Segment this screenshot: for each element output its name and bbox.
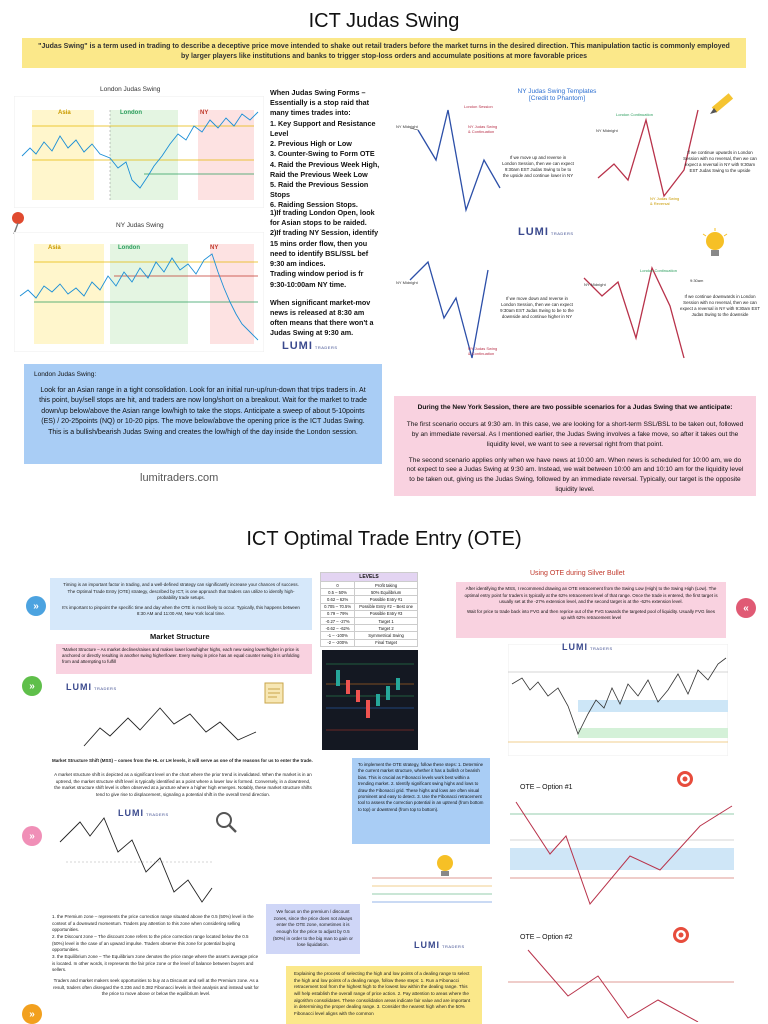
tip-item: 1)If trading London Open, look for Asian stops to be raided. xyxy=(270,208,375,228)
forms-item: 6. Raiding Session Stops. xyxy=(270,200,358,210)
templates-title: NY Judas Swing Templates [Credit to Phantom] xyxy=(517,88,597,102)
lumi-logo: LUMI TRADERS xyxy=(282,340,338,352)
chevron-left-icon: « xyxy=(736,598,756,618)
forms-item: 1. Key Support and Resistance Level xyxy=(270,118,376,138)
ote-intro-1: Timing is an important factor in trading, and a well-defined strategy can significantly increase your chances of success. xyxy=(63,582,299,587)
website-link[interactable]: lumitraders.com xyxy=(140,472,219,484)
london-box-title: London Judas Swing: xyxy=(34,371,97,378)
forms-item: 2. Previous High or Low xyxy=(270,139,352,149)
ote-intro-2: The Optimal Trade Entry (OTE) strategy, described by ICT, is one approach that traders can utilize to identify high-probability trade setups. xyxy=(67,588,295,601)
tip-item: 2)If trading NY Session, identify 15 mins order flow, then you need to identify BSL/SSL bef 9:30 am indices. xyxy=(270,228,379,269)
ote-option-2-title: OTE – Option #2 xyxy=(520,934,573,941)
tpl-midnight-4: NY Midnight xyxy=(584,282,606,287)
ny-box-p1: The first scenario occurs at 9:30 am. In this case, we are looking for a short-term SSL/BSL to be taken out, followed by an immediate reversal. As I mentioned earlier, the Judas Swing involves a fake move, so after it takes out the liquidity level, we want to see a reversal right from that point. xyxy=(406,420,744,448)
market-structure-title: Market Structure xyxy=(150,632,210,641)
tpl-midnight-2: NY Midnight xyxy=(596,128,618,133)
lumi-logo: LUMI TRADERS xyxy=(414,940,465,950)
tpl-desc-4: If we continue downwards in London Session with no reversal, then we can expect a reversal in NY with 9:30am EST Judas Swing to the downside xyxy=(680,294,760,317)
zones-text-1: 1. the Premium zone – represents the price correction range situated above the 0.5 (50%) level in the context of a downward momentum. Traders pay attention to this zone when considering selling opportunities. xyxy=(52,914,254,933)
chevron-right-icon: » xyxy=(26,596,46,616)
ote-title: ICT Optimal Trade Entry (OTE) xyxy=(246,528,522,550)
ny-chart-asia-label: Asia xyxy=(48,245,61,251)
judas-tips xyxy=(270,208,382,339)
ny-box-p2: The second scenario applies only when we have news at 10:00 am. When news is scheduled for 10:00 am, we do not expect to see a Judas Swing at 9:30 am. Instead, we wait between 10:00 am and 10:10 am for the liquidity level to be taken out, giving us the Judas Swing, followed by an immediate reversal. Typically, our target is the opposite liquidity level. xyxy=(406,456,744,494)
ote-steps-box: To implement the OTE strategy, follow these steps: 1. Determine the current market structure, whether it has a bullish or bearish bias. This is crucial as Fibonacci levels work best within a trending market. 2. Identify significant swing highs and lows to draw the Fibonacci grid. These highs and lows are often visual prominent and easy to detect. 3. Use the Fibonacci retracement tool to assess the correction potential in an uptrend (from bottom to top) or downtrend (from top to bottom). xyxy=(352,758,490,844)
judas-forms-list xyxy=(270,88,382,211)
lightbulb-icon xyxy=(432,852,458,880)
lumi-logo: LUMI TRADERS xyxy=(66,682,117,692)
dealing-range-box: Explaining the process of selecting the high and low points of a dealing range to select the high and low points of a dealing range, follow these steps: 1. Run a Fibonacci retracement tool from the highest high to the lowest low within the dealing range. This will help establish the overall range of price action. 2. Pay attention to areas where the algorithm consolidates. These consolidation areas indicate fair value and are important in determining the proper dealing range. 3. Consider the nearest high when the 50% Fibonacci level aligns with the common xyxy=(286,966,482,1024)
lumi-logo: LUMI TRADERS xyxy=(518,226,574,238)
silver-bullet-chart xyxy=(508,644,728,756)
fib-levels-chart xyxy=(372,872,572,908)
levels-table: LEVELS 0 Profit taking 0.5 – 50% 50% Equilibrium 0.62 – 62% Possible Entry #1 0.705 – 70.5% Possible Entry #2 – Best one 0.79 – 79% Possible Entry #3 -0.27 – -27% Target 1 -0.62 – -62% Target 2 -1 – -100% Symmetrical Swing -2 – -200% Final Target xyxy=(320,572,418,647)
fib-dark-chart xyxy=(322,650,418,750)
chevron-right-icon: » xyxy=(22,676,42,696)
focus-box: We focus on the premium / discount zones, since the price does not always enter the OTE zone, sometimes it is enough for the price to adjust by 0.5 (50%) in order to the big man to gain or lose liquidation. xyxy=(266,904,360,954)
tpl-midnight-3: NY Midnight xyxy=(396,280,418,285)
forms-heading: When Judas Swing Forms – Essentially is a stop raid that many times trades into: xyxy=(270,88,370,118)
lumi-logo: LUMI TRADERS xyxy=(118,808,169,818)
tpl-london-1: London Session xyxy=(464,104,493,109)
tpl-london-cont-2: London Continuation xyxy=(616,112,653,117)
market-structure-note: "Market Structure – As market declines/raises and makes lower lows/higher highs, each new swing lower/higher in price is anchored or directly resulting in another swing higher/lower. Every swing in price has an equal counter swing it is unfolding from and attempting to fulfill xyxy=(56,644,312,674)
tpl-ny-judas-1: NY Judas Swing & Continuation xyxy=(468,124,498,134)
tpl-london-cont-4: London Continuation xyxy=(640,268,677,273)
zones-text-2: 2. the Discount zone – The discount zone refers to the price correction range located below the 0.5 (50%) level in the case of an upward impulse. Traders observe this zone for potential buying opportunities. xyxy=(52,934,249,953)
levels-title: LEVELS xyxy=(321,573,418,582)
ny-chart-london-label: London xyxy=(118,245,140,251)
mss-text-2: A market structure shift is depicted as a significant level on the chart where the prior trend is invalidated. When the market is in an uptrend, the market structure shift level is typically identified as a point where a lower low is formed. Conversely, in a downtrend, the market structure shift level is often observed at a juncture where a higher high emerges. Notably, these market structure shifts tend to give rise to displacement, signaling a potential shift in the overall trend direction. xyxy=(54,772,312,797)
notepad-icon xyxy=(262,680,288,706)
magnifier-icon xyxy=(214,810,238,834)
silver-bullet-box xyxy=(456,582,726,638)
forms-item: 3. Counter-Swing to Form OTE xyxy=(270,149,375,159)
news-note: When significant market-mov news is released at 8:30 am often means that there won't a Judas Swing at 9:30 am. xyxy=(270,297,374,338)
ny-chart-ny-label: NY xyxy=(210,245,219,251)
london-chart-title: London Judas Swing xyxy=(100,86,161,93)
tpl-desc-2: If we continue upwards in London Session with no reversal, then we can expect a reversal in NY with 9:30am EST Judas Swing to the upside xyxy=(683,150,757,173)
london-chart-asia-label: Asia xyxy=(58,110,71,116)
tpl-desc-3: If we move down and reverse in London Session, then we can expect 9:30am EST Judas Swing to be to the downside and continue higher in NY xyxy=(500,296,574,319)
judas-intro: "Judas Swing" is a term used in trading to describe a deceptive price move intended to shake out retail traders before the market turns in the desired direction. This manipulation tactic is commonly employed by larger players like institutions and banks to trigger stop-loss orders and accumulate positions at more favorable prices xyxy=(22,38,746,68)
lumi-logo: LUMI TRADERS xyxy=(562,642,613,652)
lightbulb-icon xyxy=(700,228,730,262)
zones-text-4: Traders and market makers seek opportunities to buy at a Discount and sell at the Premium zone. As a result, traders often disregard the 0.236 and 0.382 Fibonacci levels in their analysis and instead wait for the price to move above or below the equilibrium level. xyxy=(53,978,259,997)
zones-text-3: 3. the Equilibrium zone – The Equilibrium zone denotes the price range where the asset's average price is located. In other words, it represents the fair price zone or the level of balance between buyers and sellers. xyxy=(52,954,259,973)
judas-title: ICT Judas Swing xyxy=(308,10,460,32)
london-judas-box xyxy=(24,364,382,464)
ote-option-2-chart xyxy=(508,946,734,1022)
silver-text-2: Wait for price to trade back into FVG and then reprice out of the FVG towards the targeted pool of liquidity. Usually FVG lines up with 62% retracement level xyxy=(466,608,716,621)
london-chart-ny-label: NY xyxy=(200,110,209,116)
premium-discount-chart xyxy=(56,812,216,908)
ote-intro-box xyxy=(50,578,312,630)
target-icon xyxy=(676,770,694,788)
tpl-desc-1: If we move up and reverse in London Session, then we can expect 9:30am EST Judas Swing to be to the upside and continue lower in NY xyxy=(502,155,574,178)
tip-item: Trading window period is fr 9:30-10:00am NY time. xyxy=(270,269,364,289)
tpl-ny-judas-3: NY Judas Swing & Continuation xyxy=(468,346,498,356)
tpl-midnight-1: NY Midnight xyxy=(396,124,418,129)
ny-chart-title: NY Judas Swing xyxy=(116,222,164,229)
london-chart-london-label: London xyxy=(120,110,142,116)
chevron-right-icon: » xyxy=(22,826,42,846)
ny-session-box xyxy=(394,396,756,496)
target-icon xyxy=(672,926,690,944)
silver-text-1: After identifying the MSS, I recommend drawing an OTE retracement from the Swing Low (High) to the Swing High (Low). The optimal entry point for traders is typically at the 62% retracement level of that range. Once the trade is entered, the first target is usually set at the -27% extension level, and the second target is at the -62% extension level. xyxy=(464,586,718,605)
ote-intro-3: It's important to pinpoint the specific time and day when the OTE is most likely to occur. Typically, this happens between 8:30 AM and 11:00 AM, New York local time. xyxy=(62,604,300,617)
tpl-ny-reversal-2: NY Judas Swing & Reversal xyxy=(650,196,680,206)
tpl-930-4: 9:30am xyxy=(690,278,704,283)
mss-text-1: Market Structure Shift (MSS) – comes from the HL or LH levels, it will serve as one of the reasons for us to enter the trade. xyxy=(52,758,313,763)
market-structure-chart xyxy=(80,702,260,752)
ny-box-heading: During the New York Session, there are two possible scenarios for a Judas Swing that we anticipate: xyxy=(417,404,733,411)
forms-item: 4. Raid the Previous Week High, Raid the Previous Week Low xyxy=(270,159,380,179)
london-box-text: Look for an Asian range in a tight consolidation. Look for an initial run-up/run-down that trips traders in. At this point, buy/sell stops are hit, and traders are now long/short on a breakout. Wait for the market to trade down/up below/above the Asian range low/high to take the stops. Anticipate a sweep of about 5-10points (ES) / 20-25points (NQ) or 10-20 pips. The move below/above the opening price is the ICT Judas Swing. This is a bullish/bearish Judas Swing and creates the low/high of the day inside the London session. xyxy=(39,386,367,436)
forms-item: 5. Raid the Previous Session Stops xyxy=(270,179,369,200)
silver-bullet-title: Using OTE during Silver Bullet xyxy=(530,570,625,577)
ote-option-1-title: OTE – Option #1 xyxy=(520,784,573,791)
chevron-right-icon: » xyxy=(22,1004,42,1024)
